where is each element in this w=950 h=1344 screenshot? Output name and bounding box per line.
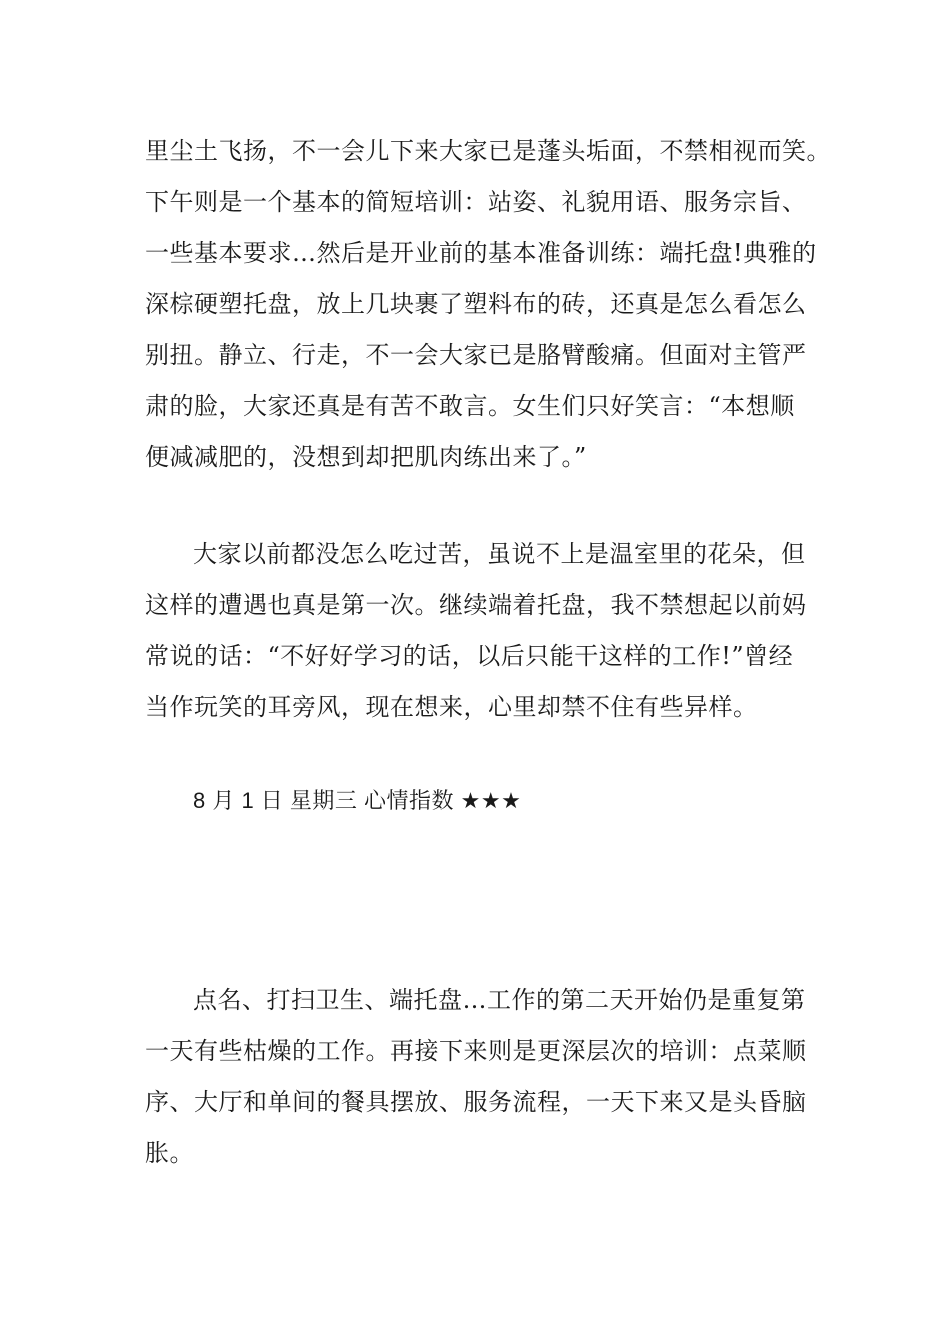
paragraph-1-line-5: 别扭。静立、行走，不一会大家已是胳臂酸痛。但面对主管严 [145,341,807,369]
paragraph-1-line-2: 下午则是一个基本的简短培训：站姿、礼貌用语、服务宗旨、 [145,188,807,216]
paragraph-1-line-6: 肃的脸，大家还真是有苦不敢言。女生们只好笑言：“本想顺 [145,392,795,420]
paragraph-3-line-3: 序、大厅和单间的餐具摆放、服务流程，一天下来又是头昏脑 [145,1088,807,1116]
paragraph-2-line-4: 当作玩笑的耳旁风，现在想来，心里却禁不住有些异样。 [145,693,758,721]
paragraph-3-line-4: 胀。 [145,1139,194,1167]
paragraph-3-line-2: 一天有些枯燥的工作。再接下来则是更深层次的培训：点菜顺 [145,1037,807,1065]
paragraph-3-line-1: 点名、打扫卫生、端托盘…工作的第二天开始仍是重复第 [193,986,806,1014]
paragraph-1-line-4: 深棕硬塑托盘，放上几块裹了塑料布的砖，还真是怎么看怎么 [145,290,807,318]
paragraph-1-line-3: 一些基本要求…然后是开业前的基本准备训练：端托盘!典雅的 [145,239,817,267]
paragraph-1-line-1: 里尘土飞扬，不一会儿下来大家已是蓬头垢面，不禁相视而笑。 [145,137,831,165]
diary-date-heading: 8 月 1 日 星期三 心情指数 ★★★ [193,788,522,813]
paragraph-2-line-1: 大家以前都没怎么吃过苦，虽说不上是温室里的花朵，但 [193,540,806,568]
paragraph-2-line-2: 这样的遭遇也真是第一次。继续端着托盘，我不禁想起以前妈 [145,591,807,619]
paragraph-2-line-3: 常说的话：“不好好学习的话，以后只能干这样的工作!”曾经 [145,642,794,670]
paragraph-1-line-7: 便减减肥的，没想到却把肌肉练出来了。” [145,443,587,471]
